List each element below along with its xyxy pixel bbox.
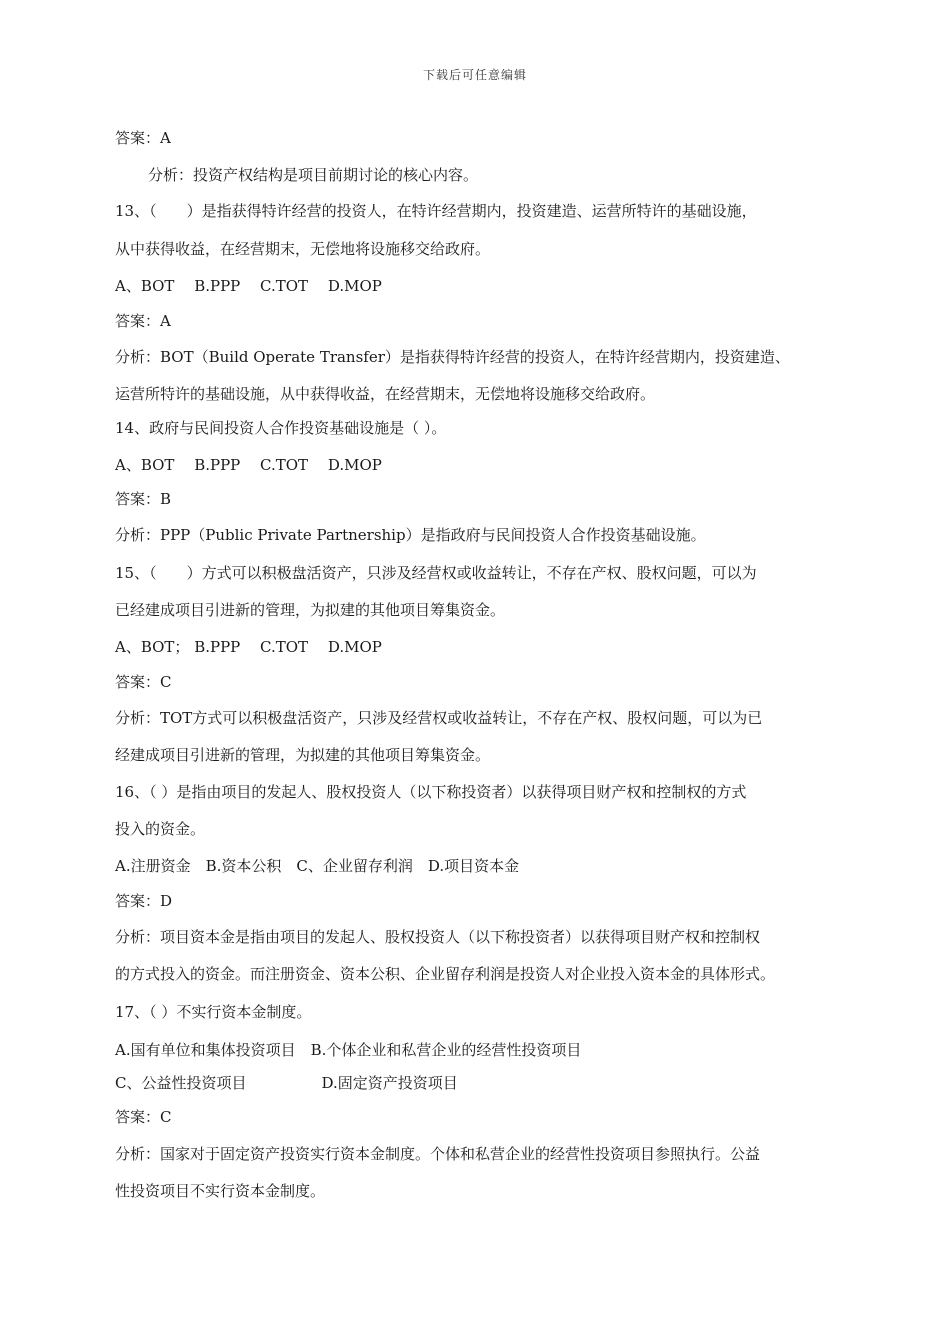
- text-line: 答案：C: [115, 1108, 172, 1126]
- text-line: A、BOT； B.PPP C.TOT D.MOP: [115, 638, 382, 656]
- text-line: 分析：BOT（Build Operate Transfer）是指获得特许经营的投资人，在特许经营期内，投资建造、: [115, 348, 790, 366]
- text-line: 答案：A: [115, 312, 171, 330]
- text-line: 分析：TOT方式可以积极盘活资产，只涉及经营权或收益转让，不存在产权、股权问题，可以为已: [115, 709, 763, 727]
- text-line: 答案：D: [115, 892, 173, 910]
- text-line: 投入的资金。: [115, 820, 206, 838]
- text-line: 的方式投入的资金。而注册资金、资本公积、企业留存利润是投资人对企业投入资本金的具体形式。: [115, 965, 776, 983]
- text-line: 已经建成项目引进新的管理，为拟建的其他项目筹集资金。: [115, 601, 506, 619]
- text-line: 15、（ ）方式可以积极盘活资产，只涉及经营权或收益转让，不存在产权、股权问题，可以为: [115, 564, 757, 582]
- text-line: A.国有单位和集体投资项目 B.个体企业和私营企业的经营性投资项目: [115, 1041, 582, 1059]
- text-line: 运营所特许的基础设施，从中获得收益，在经营期末，无偿地将设施移交给政府。: [115, 385, 656, 403]
- text-line: 分析：投资产权结构是项目前期讨论的核心内容。: [148, 166, 479, 184]
- text-line: 答案：B: [115, 490, 172, 508]
- text-line: 答案：C: [115, 673, 172, 691]
- text-line: 16、（ ）是指由项目的发起人、股权投资人（以下称投资者）以获得项目财产权和控制权的方式: [115, 783, 747, 801]
- text-line: 14、政府与民间投资人合作投资基础设施是（ ）。: [115, 419, 447, 437]
- text-line: A、BOT B.PPP C.TOT D.MOP: [115, 456, 382, 474]
- text-line: 性投资项目不实行资本金制度。: [115, 1182, 326, 1200]
- text-line: A.注册资金 B.资本公积 C、企业留存利润 D.项目资本金: [115, 857, 520, 875]
- text-line: 经建成项目引进新的管理，为拟建的其他项目筹集资金。: [115, 746, 491, 764]
- text-line: 分析：项目资本金是指由项目的发起人、股权投资人（以下称投资者）以获得项目财产权和控制权: [115, 928, 761, 946]
- text-line: C、公益性投资项目 D.固定资产投资项目: [115, 1074, 458, 1092]
- text-line: 13、（ ）是指获得特许经营的投资人，在特许经营期内，投资建造、运营所特许的基础设施，: [115, 202, 757, 220]
- text-line: A、BOT B.PPP C.TOT D.MOP: [115, 277, 382, 295]
- text-line: 分析：国家对于固定资产投资实行资本金制度。个体和私营企业的经营性投资项目参照执行。公益: [115, 1145, 761, 1163]
- page-header: 下载后可任意编辑: [422, 68, 527, 82]
- text-line: 分析：PPP（Public Private Partnership）是指政府与民间投资人合作投资基础设施。: [115, 526, 706, 544]
- text-line: 答案：A: [115, 129, 171, 147]
- text-line: 从中获得收益，在经营期末，无偿地将设施移交给政府。: [115, 240, 491, 258]
- text-line: 17、（ ）不实行资本金制度。: [115, 1003, 312, 1021]
